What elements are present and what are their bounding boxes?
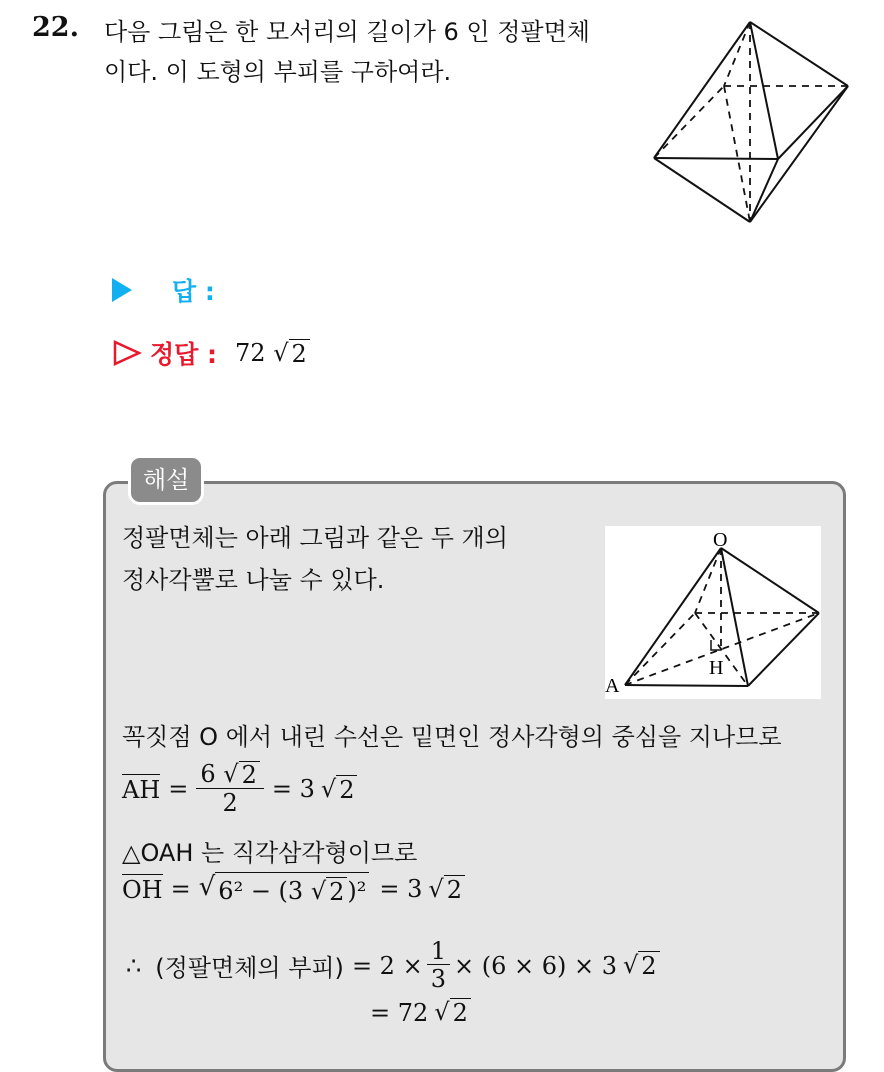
question-number: 22. — [32, 12, 79, 43]
fraction: 6 √ 2 2 — [196, 761, 264, 817]
denominator: 2 — [222, 789, 238, 817]
rhs: = 3 — [271, 775, 315, 803]
edge — [721, 548, 819, 613]
radicand: 2 — [289, 339, 310, 368]
correct-answer-label: 정답 : — [150, 340, 218, 369]
edge — [750, 22, 848, 86]
segment-ah: AH — [122, 776, 161, 804]
correct-coef: 72 — [235, 338, 266, 367]
radicand: 2 — [326, 877, 347, 906]
sqrt: √ 2 — [273, 339, 310, 368]
radicand: 2 — [638, 951, 659, 980]
therefore-symbol: ∴ — [126, 951, 142, 980]
inside: 6² − (3 — [218, 877, 304, 905]
radicand: 2 — [239, 761, 260, 788]
edge — [750, 86, 848, 222]
explanation-note-1: 꼭짓점 O 에서 내린 수선은 밑면인 정사각형의 중심을 지나므로 — [122, 723, 782, 751]
equation-oh: OH = √ 6² − (3 √ 2 )² = 3 √ 2 — [122, 872, 465, 906]
inside-close: )² — [347, 877, 367, 905]
big-sqrt: √ 6² − (3 √ 2 )² — [199, 872, 370, 906]
question-text — [104, 12, 590, 92]
equation-result: = 72 √ 2 — [370, 998, 471, 1027]
explanation-intro-2: 정사각뿔로 나눌 수 있다. — [122, 566, 385, 594]
radicand: 2 — [444, 875, 465, 904]
denominator: 3 — [430, 965, 446, 993]
edge — [750, 22, 778, 159]
right-angle-mark — [711, 640, 721, 650]
edge — [721, 548, 748, 686]
rhs: = 3 — [379, 875, 423, 903]
edge — [654, 158, 778, 159]
equals: = — [170, 875, 191, 903]
octahedron-figure — [646, 14, 858, 230]
play-icon — [112, 278, 132, 302]
label-o: O — [713, 529, 728, 551]
hidden-edge — [654, 86, 724, 158]
numerator-coef: 6 — [200, 760, 216, 788]
explanation-intro-1: 정팔면체는 아래 그림과 같은 두 개의 — [122, 524, 508, 552]
edge — [625, 548, 724, 685]
answer-row — [112, 272, 215, 308]
answer-label: 답 : — [172, 277, 215, 306]
edge — [778, 86, 848, 159]
question-line-2: 이다. 이 도형의 부피를 구하여라. — [104, 58, 452, 86]
radicand: 2 — [336, 775, 357, 804]
label-h: H — [709, 657, 724, 679]
pyramid-figure — [605, 526, 821, 699]
label-a: A — [605, 675, 620, 697]
equation-ah: AH = 6 √ 2 2 = 3 √ 2 — [122, 761, 357, 817]
edge — [748, 613, 819, 686]
explanation-note-2: △OAH 는 직각삼각형이므로 — [122, 839, 418, 867]
rest: × (6 × 6) × 3 — [453, 951, 617, 980]
equals: = — [168, 775, 189, 803]
segment-oh: OH — [122, 876, 163, 904]
edge — [654, 158, 750, 222]
fraction-third — [427, 938, 450, 993]
radicand: 2 — [450, 998, 471, 1027]
hidden-edge — [724, 86, 750, 222]
correct-answer-row — [112, 335, 310, 371]
edge — [654, 22, 750, 158]
hidden-edge — [625, 613, 695, 685]
question-line-1: 다음 그림은 한 모서리의 길이가 6 인 정팔면체 — [104, 18, 590, 46]
volume-label: (정팔면체의 부피) — [155, 954, 344, 982]
equals-two-times: = 2 × — [351, 951, 423, 980]
outline-triangle-icon — [112, 339, 142, 367]
equation-volume: ∴ (정팔면체의 부피) = 2 × $\frac{1}{3}$ × (6 × 6) × 3 √ 2 — [126, 938, 660, 993]
explanation-tag: 해설 — [128, 455, 204, 505]
correct-answer-value — [235, 339, 310, 368]
numerator: 1 — [427, 938, 450, 965]
edge — [625, 685, 748, 686]
result-text: = 72 — [370, 998, 429, 1027]
